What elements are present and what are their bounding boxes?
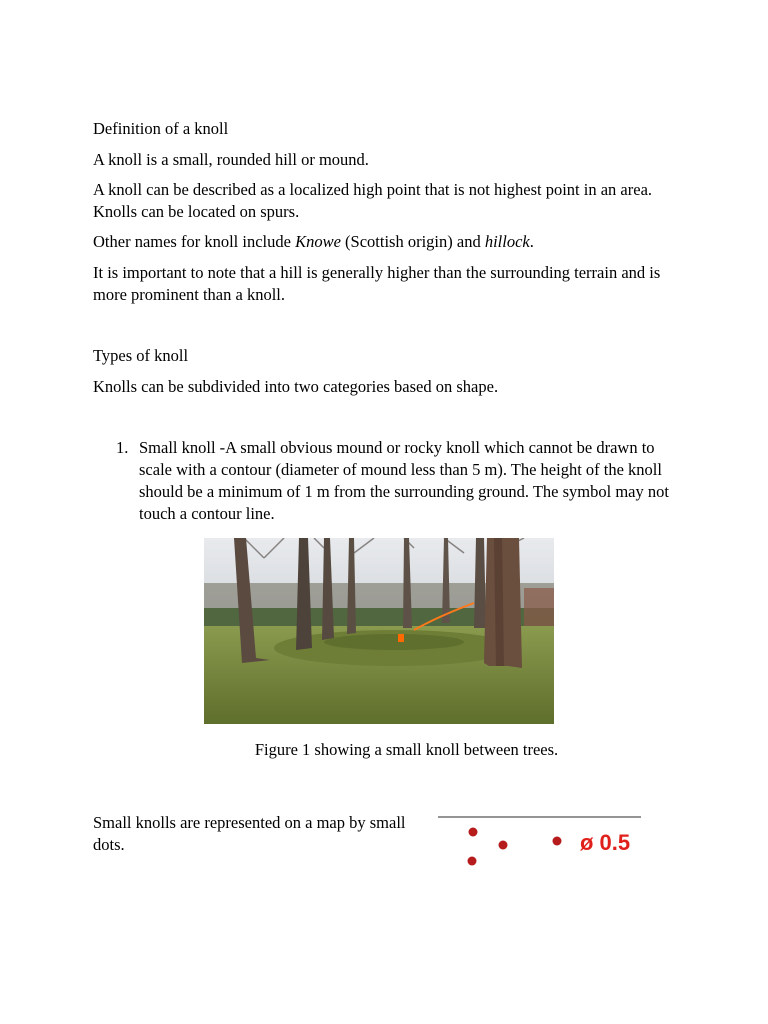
term-knowe: Knowe [295,232,341,251]
knoll-map-symbol [437,812,642,872]
knoll-photo [204,538,554,724]
other-names-prefix: Other names for knoll include [93,232,296,251]
figure-caption: Figure 1 showing a small knoll between trees. [254,740,559,759]
definition-paragraph-2: A knoll can be described as a localized high point that is not highest point in an area. Knolls can be located on spurs. [93,180,653,221]
knoll-dot [553,837,562,846]
knoll-dot [499,841,508,850]
other-names-middle: (Scottish origin) and [340,232,485,251]
heading-types: Types of knoll [93,346,189,365]
definition-paragraph-4: It is important to note that a hill is generally higher than the surrounding terrain and is more prominent than a knoll. [93,263,661,304]
list-text: Small knoll -A small obvious mound or rocky knoll which cannot be drawn to scale with a contour (diameter of mound less than 5 m). The height of the knoll should be a minimum of 1 m from the surrounding ground. The symbol may not touch a contour line. [139,438,669,523]
term-hillock: hillock [484,232,530,251]
map-representation-text: Small knolls are represented on a map by small dots. [93,813,406,854]
other-names-suffix: . [529,232,534,251]
list-number: 1. [116,438,129,457]
diameter-label: ø 0.5 [580,830,631,855]
definition-paragraph-3 [93,231,693,253]
knoll-dot [468,857,477,866]
types-intro: Knolls can be subdivided into two categories based on shape. [93,377,499,396]
heading-definition: Definition of a knoll [93,119,229,138]
knoll-dot [469,828,478,837]
definition-paragraph-1: A knoll is a small, rounded hill or mound. [93,150,369,169]
